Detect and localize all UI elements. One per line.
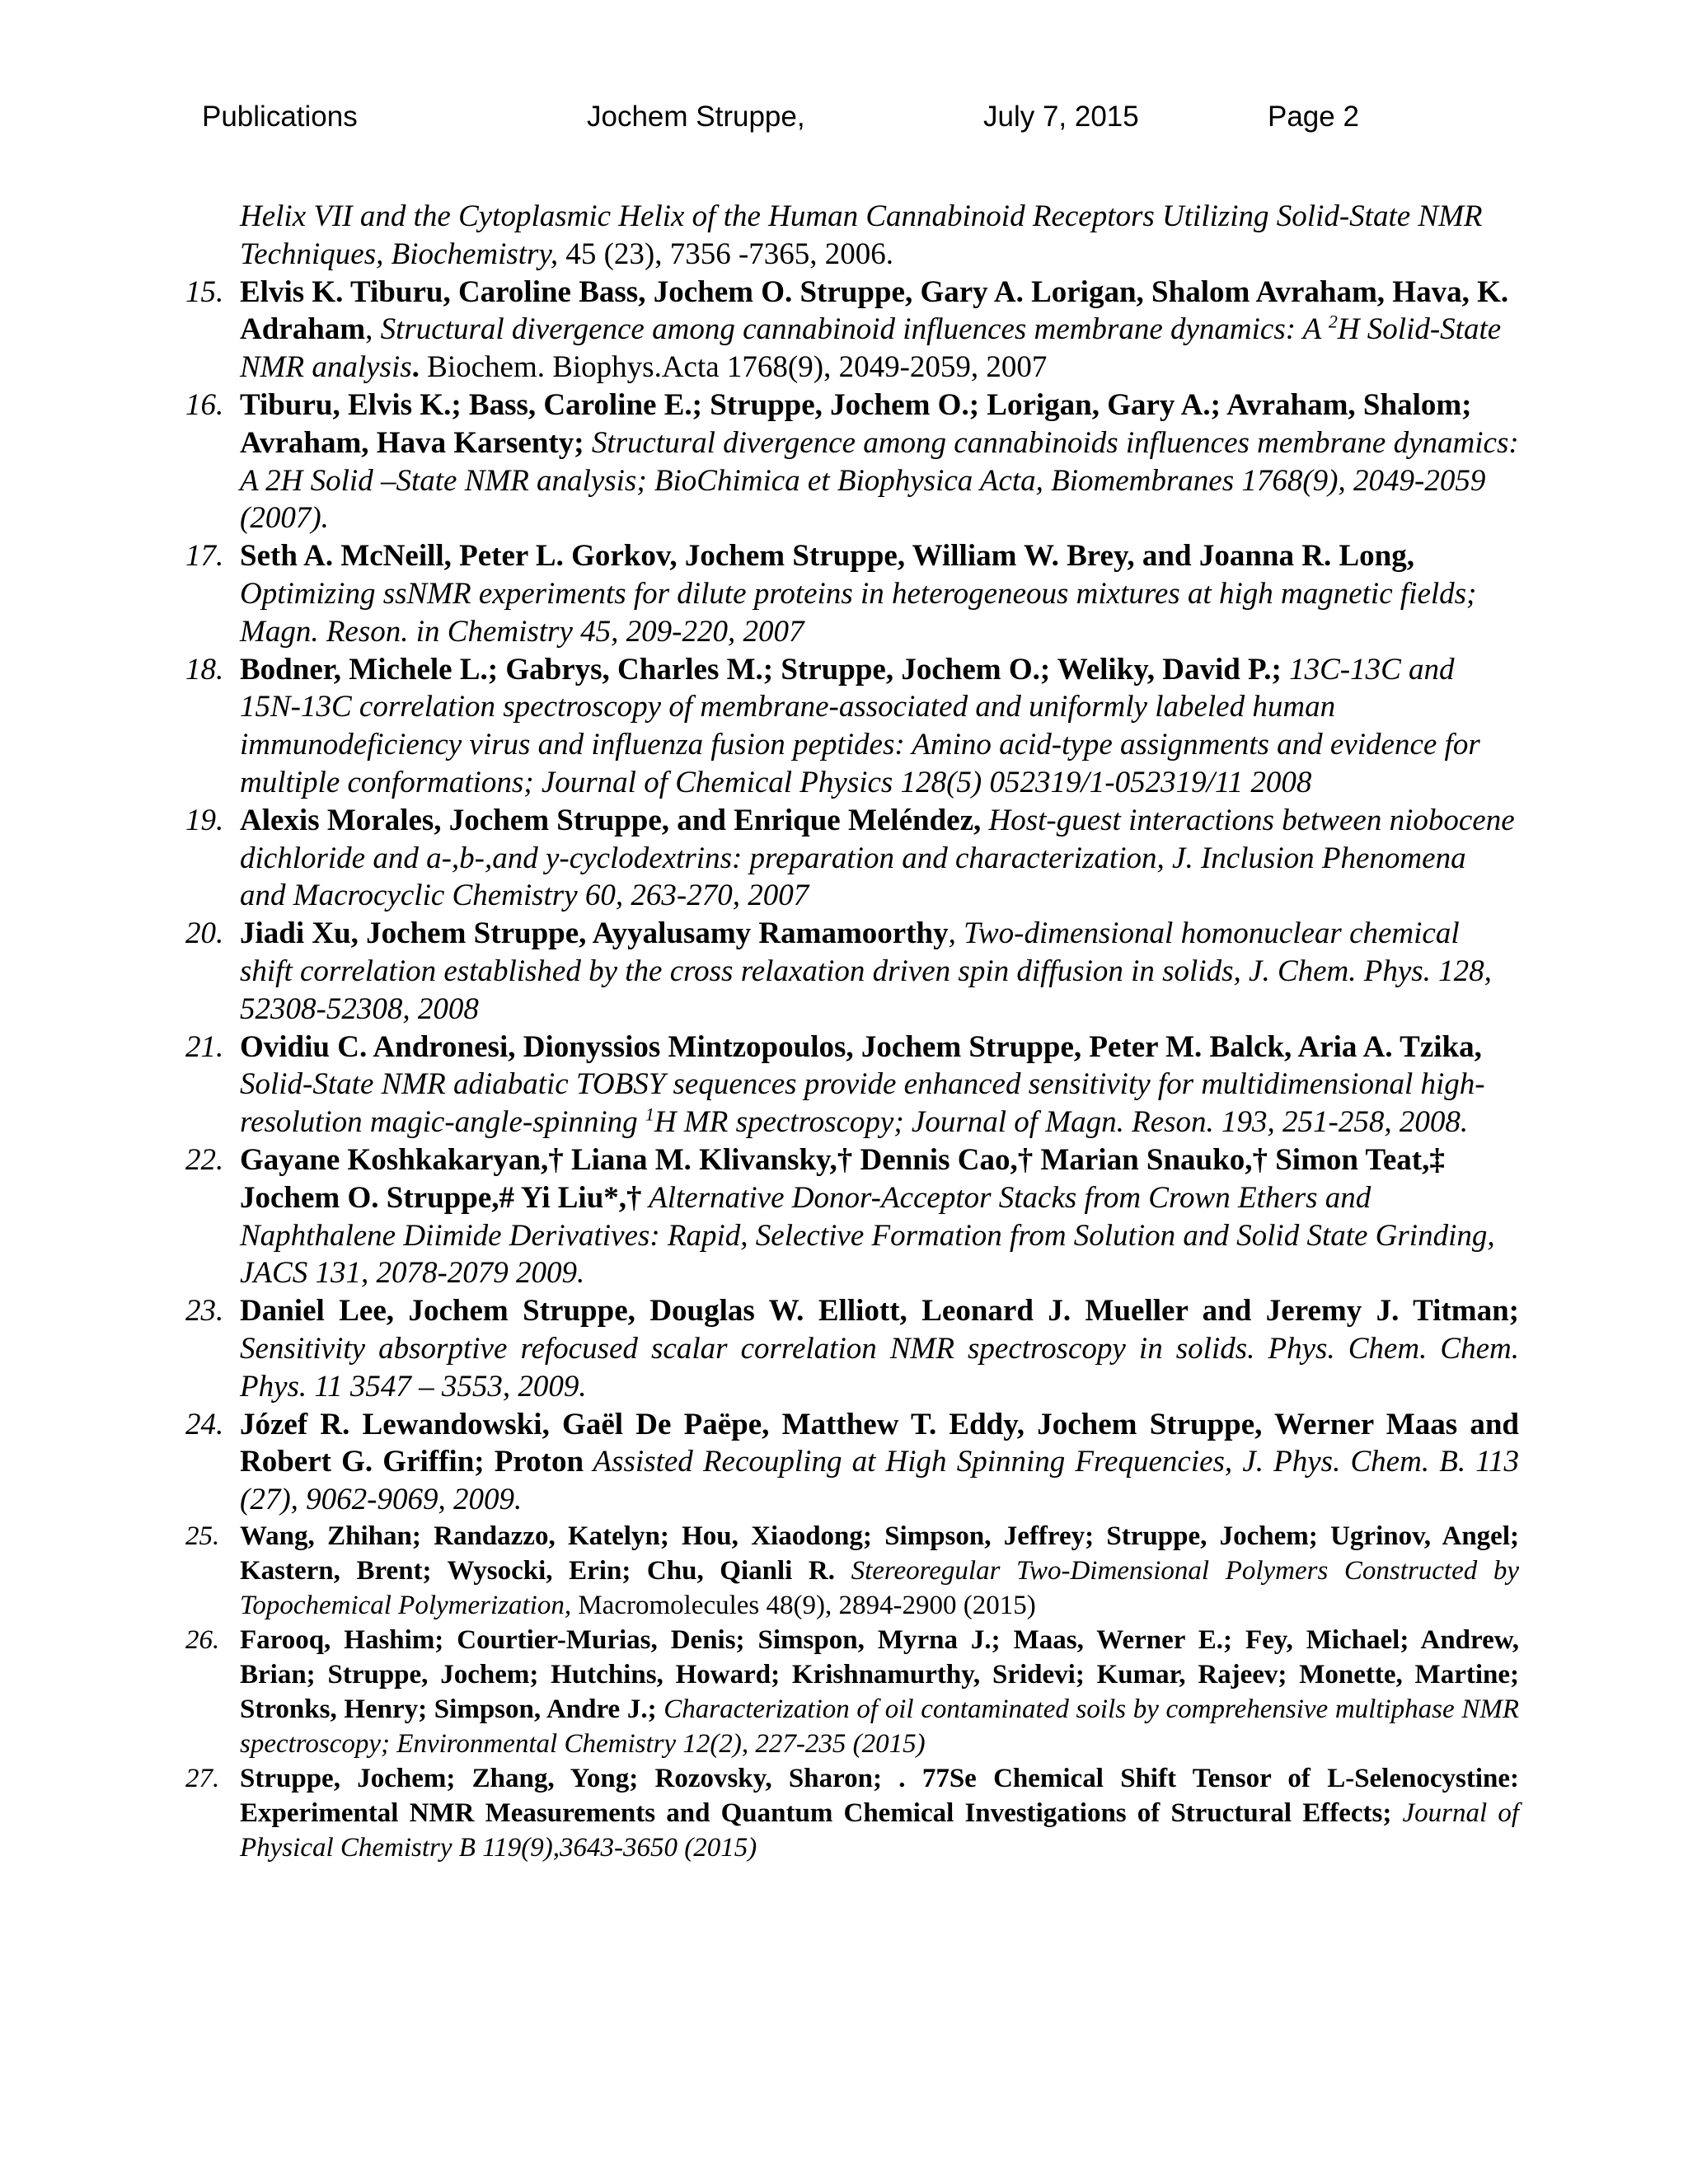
entry-number: 23.: [185, 1294, 224, 1329]
entry-superscript: 1: [645, 1104, 654, 1125]
entry-number: 15.: [185, 274, 224, 309]
entry-number: 26.: [185, 1624, 220, 1655]
entry-title: Host-guest interactions between niobocene dichloride and a-,b-,and y-cyclodextrins: preparation and characterization, J. Inclusion Phenomena and Macrocyclic Chemistry 60, 263-270, 2007: [240, 803, 1515, 913]
publication-entry-16: [185, 387, 1519, 537]
publication-entry-17: [185, 537, 1519, 650]
entry-number: 18.: [185, 652, 224, 687]
publication-list: [185, 198, 1519, 1865]
entry-number: 19.: [185, 803, 224, 837]
entry-authors: Alexis Morales, Jochem Struppe, and Enrique Meléndez,: [240, 803, 982, 837]
entry-number: 16.: [185, 387, 224, 422]
entry-title-continued: H Solid-State NMR analysis: [240, 312, 1502, 385]
entry-title: Structural divergence among cannabinoid influences membrane dynamics: A: [380, 312, 1329, 347]
entry-authors: Daniel Lee, Jochem Struppe, Douglas W. Elliott, Leonard J. Mueller and Jeremy J. Titman;: [240, 1294, 1519, 1329]
header-date: July 7, 2015: [983, 101, 1139, 133]
entry-title: Alternative Donor-Acceptor Stacks from Crown Ethers and Naphthalene Diimide Derivatives: Rapid, Selective Formation from Solution and Solid State Grinding, JACS 131, 2078-2079 2009.: [240, 1180, 1495, 1291]
entry-number: 22.: [185, 1142, 224, 1177]
entry-authors: Struppe, Jochem; Zhang, Yong; Rozovsky, Sharon; . 77Se Chemical Shift Tensor of L-Selenocystine: Experimental NMR Measurements and Quantum Chemical Investigations of Structural Effects;: [240, 1763, 1519, 1828]
page-header: [202, 97, 1521, 137]
publication-entry-26: [185, 1623, 1519, 1761]
entry-journal: Macromolecules 48(9), 2894-2900 (2015): [571, 1590, 1036, 1620]
publication-entry-23: [185, 1292, 1519, 1405]
entry-authors: Jiadi Xu, Jochem Struppe, Ayyalusamy Ramamoorthy: [240, 916, 949, 951]
entry-title: 13C-13C and 15N-13C correlation spectroscopy of membrane-associated and uniformly labeled human immunodeficiency virus and influenza fusion peptides: Amino acid-type assignments and evidence for multiple conformations; Journal of Chemical Physics 128(5) 052319/1-052319/11 2008: [240, 652, 1480, 799]
entry-title: Sensitivity absorptive refocused scalar correlation NMR spectroscopy in solids. Phys. Chem. Chem. Phys. 11 3547 – 3553, 2009.: [240, 1331, 1519, 1404]
publication-entry-22: [185, 1141, 1519, 1292]
entry-number: 21.: [185, 1029, 224, 1064]
entry-journal: Biochem. Biophys.Acta 1768(9), 2049-2059, 2007: [419, 350, 1048, 385]
entry-number: 25.: [185, 1521, 220, 1551]
entry-title: Helix VII and the Cytoplasmic Helix of the Human Cannabinoid Receptors Utilizing Solid-State NMR Techniques: [240, 199, 1483, 271]
entry-details: 45 (23), 7356 -7365, 2006.: [565, 237, 894, 271]
header-section-title: Publications: [202, 101, 358, 133]
entry-number: 24.: [185, 1407, 224, 1441]
publication-entry-18: [185, 651, 1519, 802]
publication-entry-19: [185, 802, 1519, 915]
publication-entry-21: [185, 1029, 1519, 1141]
continuation-entry: [200, 198, 1519, 274]
entry-title: Characterization of oil contaminated soils by comprehensive multiphase NMR spectroscopy; Environmental Chemistry 12(2), 227-235 (2015): [240, 1694, 1519, 1759]
entry-authors: Ovidiu C. Andronesi, Dionyssios Mintzopoulos, Jochem Struppe, Peter M. Balck, Aria A. Tzika,: [240, 1029, 1482, 1064]
header-page-number: Page 2: [1268, 101, 1359, 133]
entry-title: , Two-dimensional homonuclear chemical shift correlation established by the cross relaxation driven spin diffusion in solids, J. Chem. Phys. 128, 52308-52308, 2008: [240, 916, 1492, 1026]
entry-authors: Farooq, Hashim; Courtier-Murias, Denis; Simspon, Myrna J.; Maas, Werner E.; Fey, Michael; Andrew, Brian; Struppe, Jochem; Hutchins, Howard; Krishnamurthy, Sridevi; Kumar, Rajeev; Monette, Martine; Stronks, Henry; Simpson, Andre J.;: [240, 1624, 1519, 1724]
entry-number: 27.: [185, 1763, 220, 1793]
entry-authors: Elvis K. Tiburu, Caroline Bass, Jochem O. Struppe, Gary A. Lorigan, Shalom Avraham, Hava, K. Adraham: [240, 274, 1509, 347]
entry-title: Solid-State NMR adiabatic TOBSY sequences provide enhanced sensitivity for multidimensional high-resolution magic-angle-spinning: [240, 1067, 1485, 1140]
entry-title: Stereoregular Two-Dimensional Polymers Constructed by Topochemical Polymerization,: [240, 1555, 1519, 1620]
entry-separator: ,: [365, 312, 381, 347]
publication-entry-25: [185, 1519, 1519, 1623]
entry-number: 20.: [185, 916, 224, 951]
entry-title: Journal of Physical Chemistry B 119(9),3643-3650 (2015): [240, 1797, 1519, 1863]
publication-entry-27: [185, 1761, 1519, 1865]
publication-entry-24: [185, 1406, 1519, 1519]
entry-authors: Bodner, Michele L.; Gabrys, Charles M.; Struppe, Jochem O.; Weliky, David P.;: [240, 652, 1282, 687]
entry-superscript: 2: [1328, 312, 1338, 333]
entry-authors: Józef R. Lewandowski, Gaël De Paëpe, Matthew T. Eddy, Jochem Struppe, Werner Maas and Robert G. Griffin; Proton: [240, 1407, 1519, 1479]
entry-authors: Gayane Koshkakaryan,† Liana M. Klivansky,† Dennis Cao,† Marian Snauko,† Simon Teat,‡ Jochem O. Struppe,# Yi Liu*,†: [240, 1142, 1445, 1215]
entry-authors: Wang, Zhihan; Randazzo, Katelyn; Hou, Xiaodong; Simpson, Jeffrey; Struppe, Jochem; Ugrinov, Angel; Kastern, Brent; Wysocki, Erin; Chu, Qianli R.: [240, 1521, 1519, 1586]
entry-number: 17.: [185, 539, 224, 574]
entry-authors: Tiburu, Elvis K.; Bass, Caroline E.; Struppe, Jochem O.; Lorigan, Gary A.; Avraham, Shalom; Avraham, Hava Karsenty;: [240, 387, 1472, 460]
publication-entry-15: [185, 274, 1519, 387]
entry-title-continued: H MR spectroscopy; Journal of Magn. Reson. 193, 251-258, 2008.: [654, 1105, 1469, 1140]
entry-bold-period: .: [411, 350, 420, 385]
entry-title: Optimizing ssNMR experiments for dilute proteins in heterogeneous mixtures at high magnetic fields; Magn. Reson. in Chemistry 45, 209-220, 2007: [240, 576, 1477, 649]
header-author-name: Jochem Struppe,: [587, 101, 805, 133]
publication-entry-20: [185, 915, 1519, 1028]
entry-title: Structural divergence among cannabinoids influences membrane dynamics: A 2H Solid –State NMR analysis; BioChimica et Biophysica Acta, Biomembranes 1768(9), 2049-2059 (2007).: [240, 425, 1519, 536]
entry-title: Assisted Recoupling at High Spinning Frequencies, J. Phys. Chem. B. 113 (27), 9062-9069, 2009.: [240, 1445, 1519, 1517]
entry-journal: , Biochemistry,: [376, 237, 566, 271]
entry-authors: Seth A. McNeill, Peter L. Gorkov, Jochem Struppe, William W. Brey, and Joanna R. Long,: [240, 539, 1414, 574]
